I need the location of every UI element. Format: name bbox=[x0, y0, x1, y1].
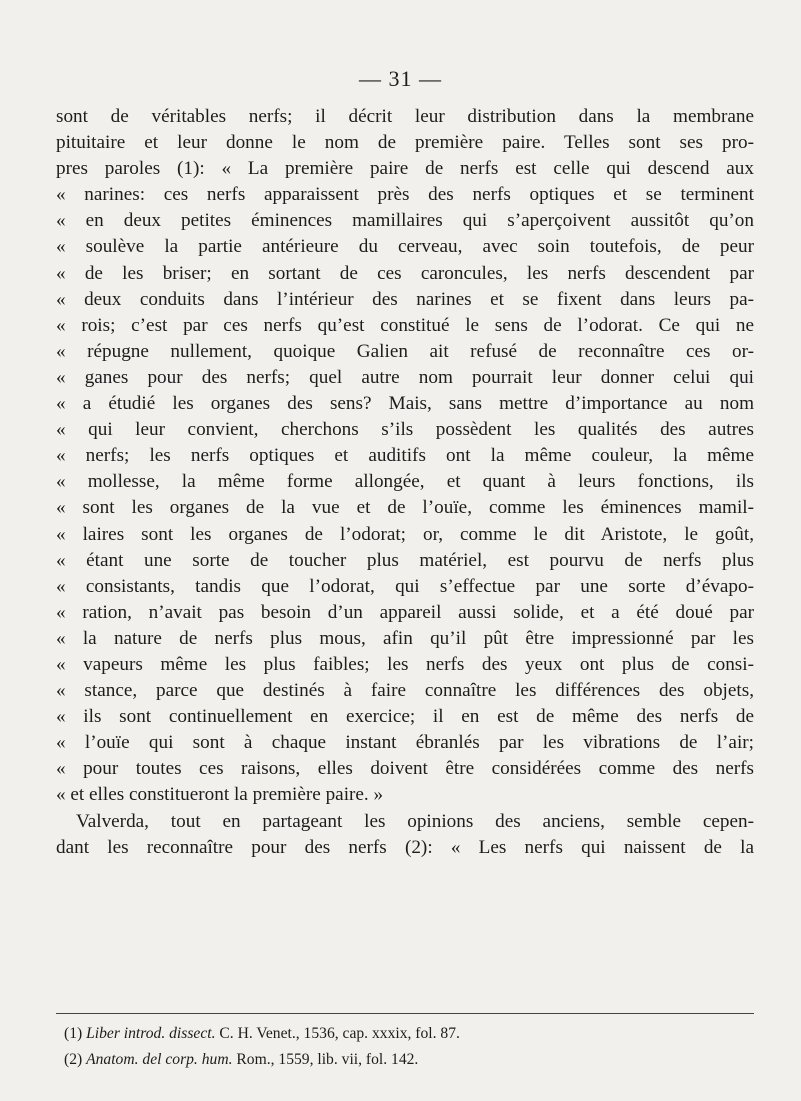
footnote-source-title: Anatom. del corp. hum. bbox=[86, 1051, 233, 1068]
footnotes bbox=[56, 1021, 754, 1073]
text-line: « ils sont continuellement en exercice; il en est de même des nerfs de bbox=[56, 706, 754, 728]
footnote-2 bbox=[56, 1047, 754, 1073]
text-line: « sont les organes de la vue et de l’ouïe, comme les éminences mamil- bbox=[56, 497, 754, 519]
text-line: « qui leur convient, cherchons s’ils possèdent les qualités des autres bbox=[56, 419, 754, 441]
text-line: « en deux petites éminences mamillaires qui s’aperçoivent aussitôt qu’on bbox=[56, 210, 754, 232]
text-line: « l’ouïe qui sont à chaque instant ébranlés par les vibrations de l’air; bbox=[56, 732, 754, 754]
text-line: « et elles constitueront la première paire. » bbox=[56, 784, 384, 806]
text-line: « narines: ces nerfs apparaissent près des nerfs optiques et se terminent bbox=[56, 184, 754, 206]
text-line: « étant une sorte de toucher plus matériel, est pourvu de nerfs plus bbox=[56, 549, 754, 571]
text-line: « rois; c’est par ces nerfs qu’est constitué le sens de l’odorat. Ce qui ne bbox=[56, 314, 754, 336]
text-line: « mollesse, la même forme allongée, et quant à leurs fonctions, ils bbox=[56, 471, 754, 493]
text-line: dant les reconnaître pour des nerfs (2): « Les nerfs qui naissent de la bbox=[56, 836, 754, 858]
text-line: « de les briser; en sortant de ces caroncules, les nerfs descendent par bbox=[56, 262, 754, 284]
footnote-1 bbox=[56, 1021, 754, 1047]
text-line: « consistants, tandis que l’odorat, qui s’effectue par une sorte d’évapo- bbox=[56, 575, 754, 597]
footnote-source-title: Liber introd. dissect. bbox=[86, 1025, 216, 1042]
text-line: « deux conduits dans l’intérieur des narines et se fixent dans leurs pa- bbox=[56, 288, 754, 310]
text-line: « laires sont les organes de l’odorat; or, comme le dit Aristote, le goût, bbox=[56, 523, 754, 545]
footnote-divider bbox=[56, 1013, 754, 1014]
text-line: « stance, parce que destinés à faire connaître les différences des objets, bbox=[56, 680, 754, 702]
footnote-mark: (1) bbox=[64, 1025, 83, 1042]
text-line: « répugne nullement, quoique Galien ait refusé de reconnaître ces or- bbox=[56, 340, 754, 362]
text-line: « vapeurs même les plus faibles; les nerfs des yeux ont plus de consi- bbox=[56, 653, 754, 675]
text-line: sont de véritables nerfs; il décrit leur distribution dans la membrane bbox=[56, 106, 754, 127]
text-line: Valverda, tout en partageant les opinions des anciens, semble cepen- bbox=[76, 810, 754, 832]
text-line: « a étudié les organes des sens? Mais, sans mettre d’importance au nom bbox=[56, 393, 754, 415]
text-line: « pour toutes ces raisons, elles doivent être considérées comme des nerfs bbox=[56, 758, 754, 780]
text-line: « la nature de nerfs plus mous, afin qu’il pût être impressionné par les bbox=[56, 627, 754, 649]
footnote-citation: Rom., 1559, lib. vii, fol. 142. bbox=[236, 1051, 419, 1068]
text-line: pres paroles (1): « La première paire de nerfs est celle qui descend aux bbox=[56, 158, 754, 180]
text-line: « ration, n’avait pas besoin d’un appareil aussi solide, et a été doué par bbox=[56, 601, 754, 623]
body-text bbox=[56, 104, 754, 861]
footnote-citation: C. H. Venet., 1536, cap. xxxix, fol. 87. bbox=[219, 1025, 460, 1042]
footnote-mark: (2) bbox=[64, 1051, 83, 1068]
text-line: « ganes pour des nerfs; quel autre nom pourrait leur donner celui qui bbox=[56, 366, 754, 388]
page-number: — 31 — bbox=[359, 66, 442, 91]
text-line: pituitaire et leur donne le nom de première paire. Telles sont ses pro- bbox=[56, 132, 754, 154]
text-line: « soulève la partie antérieure du cerveau, avec soin toutefois, de peur bbox=[56, 236, 754, 258]
text-line: « nerfs; les nerfs optiques et auditifs ont la même couleur, la même bbox=[56, 445, 754, 467]
